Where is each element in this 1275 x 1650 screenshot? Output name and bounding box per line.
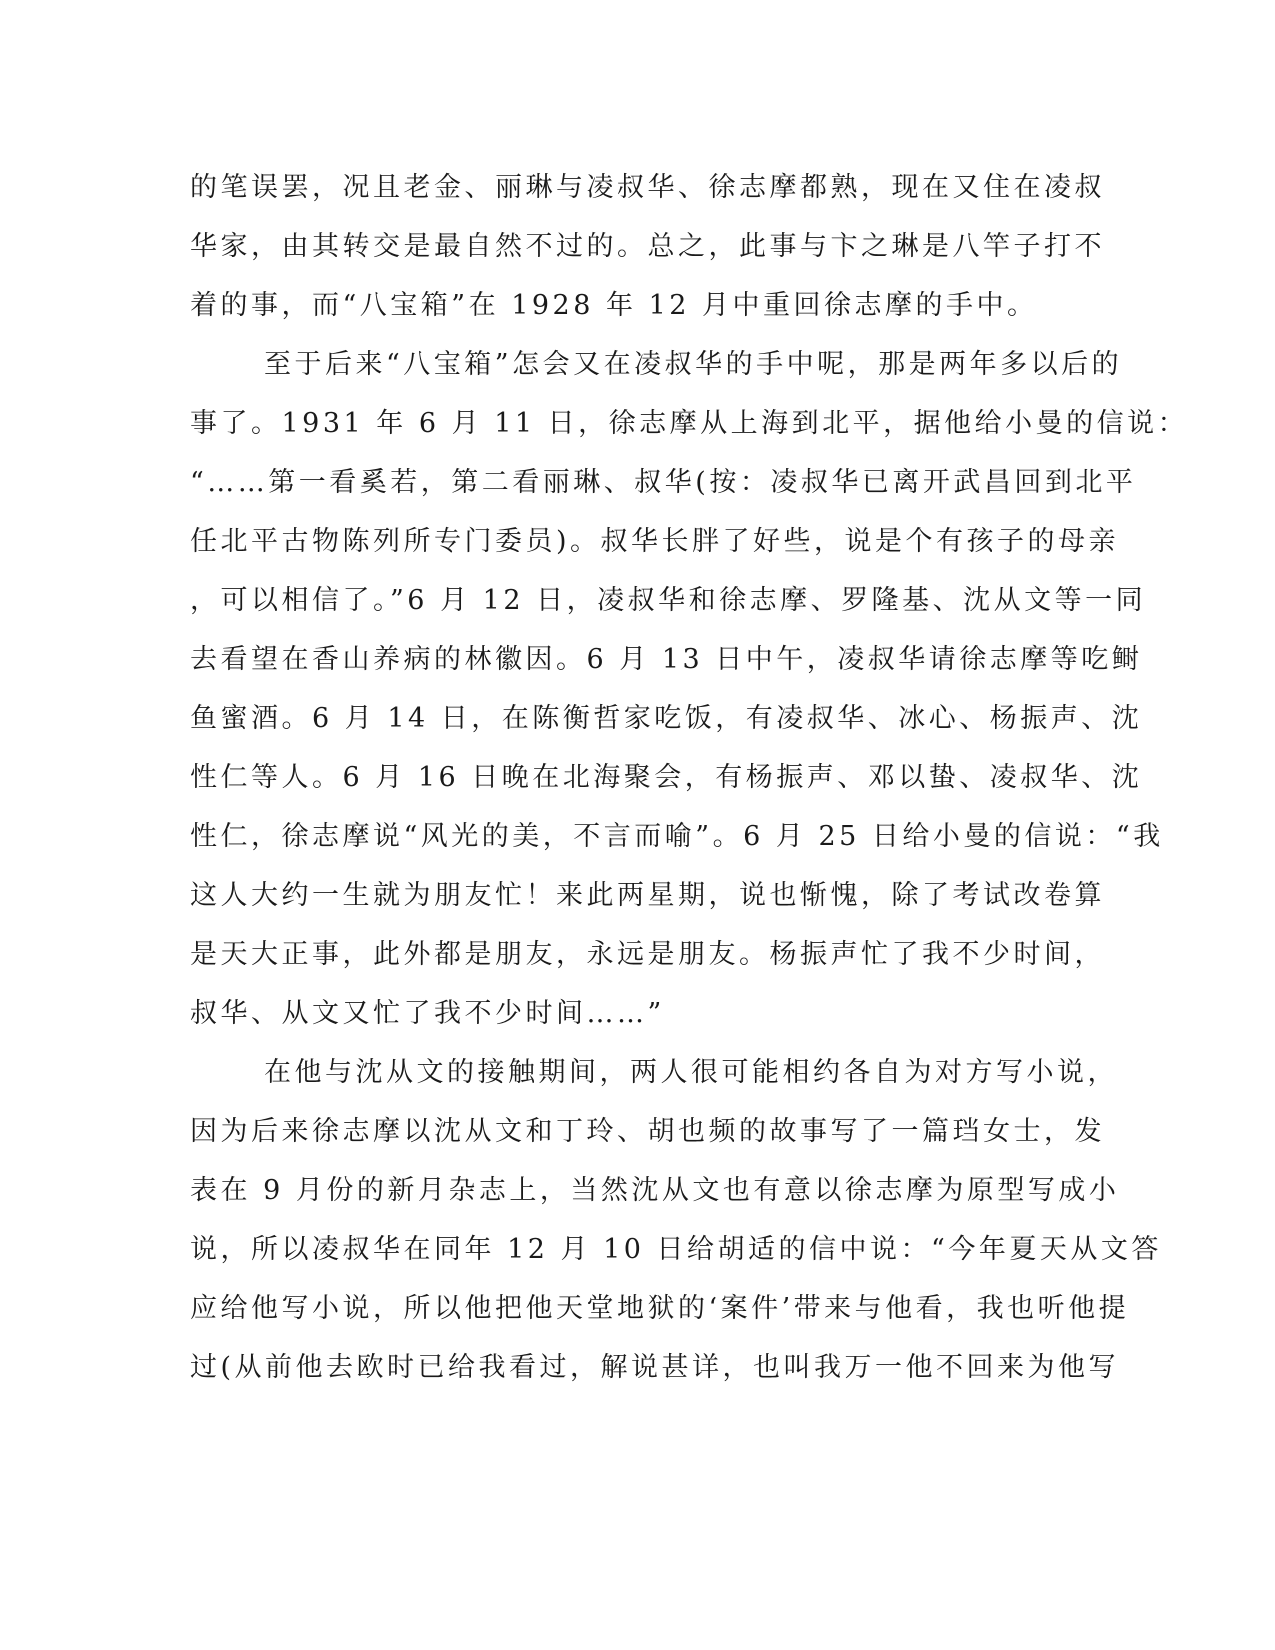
text-line: 的笔误罢，况且老金、丽琳与凌叔华、徐志摩都熟，现在又住在凌叔 — [190, 172, 1105, 203]
text-line: 应给他写小说，所以他把他天堂地狱的‘案件’带来与他看，我也听他提 — [190, 1293, 1130, 1324]
text-line: 叔华、从文又忙了我不少时间……” — [190, 998, 665, 1029]
text-line: ，可以相信了。”6 月 12 日，凌叔华和徐志摩、罗隆基、沈从文等一同 — [190, 585, 1147, 616]
text-line: “……第一看奚若，第二看丽琳、叔华(按：凌叔华已离开武昌回到北平 — [190, 467, 1137, 498]
text-line: 着的事，而“八宝箱”在 1928 年 12 月中重回徐志摩的手中。 — [190, 290, 1038, 321]
text-line: 事了。1931 年 6 月 11 日，徐志摩从上海到北平，据他给小曼的信说： — [190, 408, 1189, 439]
paragraph-first-line: 在他与沈从文的接触期间，两人很可能相约各自为对方写小说， — [264, 1057, 1118, 1088]
text-line: 过(从前他去欧时已给我看过，解说甚详，也叫我万一他不回来为他写 — [190, 1352, 1120, 1383]
text-line: 表在 9 月份的新月杂志上，当然沈从文也有意以徐志摩为原型写成小 — [190, 1175, 1120, 1206]
text-line: 去看望在香山养病的林徽因。6 月 13 日中午，凌叔华请徐志摩等吃鲥 — [190, 644, 1143, 675]
text-line: 这人大约一生就为朋友忙！来此两星期，说也惭愧，除了考试改卷算 — [190, 880, 1105, 911]
text-line: 因为后来徐志摩以沈从文和丁玲、胡也频的故事写了一篇珰女士，发 — [190, 1116, 1105, 1147]
text-line: 是天大正事，此外都是朋友，永远是朋友。杨振声忙了我不少时间， — [190, 939, 1105, 970]
text-line: 华家，由其转交是最自然不过的。总之，此事与卞之琳是八竿子打不 — [190, 231, 1105, 262]
paragraph-first-line: 至于后来“八宝箱”怎会又在凌叔华的手中呢，那是两年多以后的 — [264, 349, 1123, 380]
text-line: 说，所以凌叔华在同年 12 月 10 日给胡适的信中说：“今年夏天从文答 — [190, 1234, 1162, 1265]
text-line: 性仁等人。6 月 16 日晚在北海聚会，有杨振声、邓以蛰、凌叔华、沈 — [190, 762, 1143, 793]
text-line: 鱼蜜酒。6 月 14 日，在陈衡哲家吃饭，有凌叔华、冰心、杨振声、沈 — [190, 703, 1143, 734]
text-line: 任北平古物陈列所专门委员)。叔华长胖了好些，说是个有孩子的母亲 — [190, 526, 1120, 557]
text-line: 性仁，徐志摩说“风光的美，不言而喻”。6 月 25 日给小曼的信说：“我 — [190, 821, 1164, 852]
